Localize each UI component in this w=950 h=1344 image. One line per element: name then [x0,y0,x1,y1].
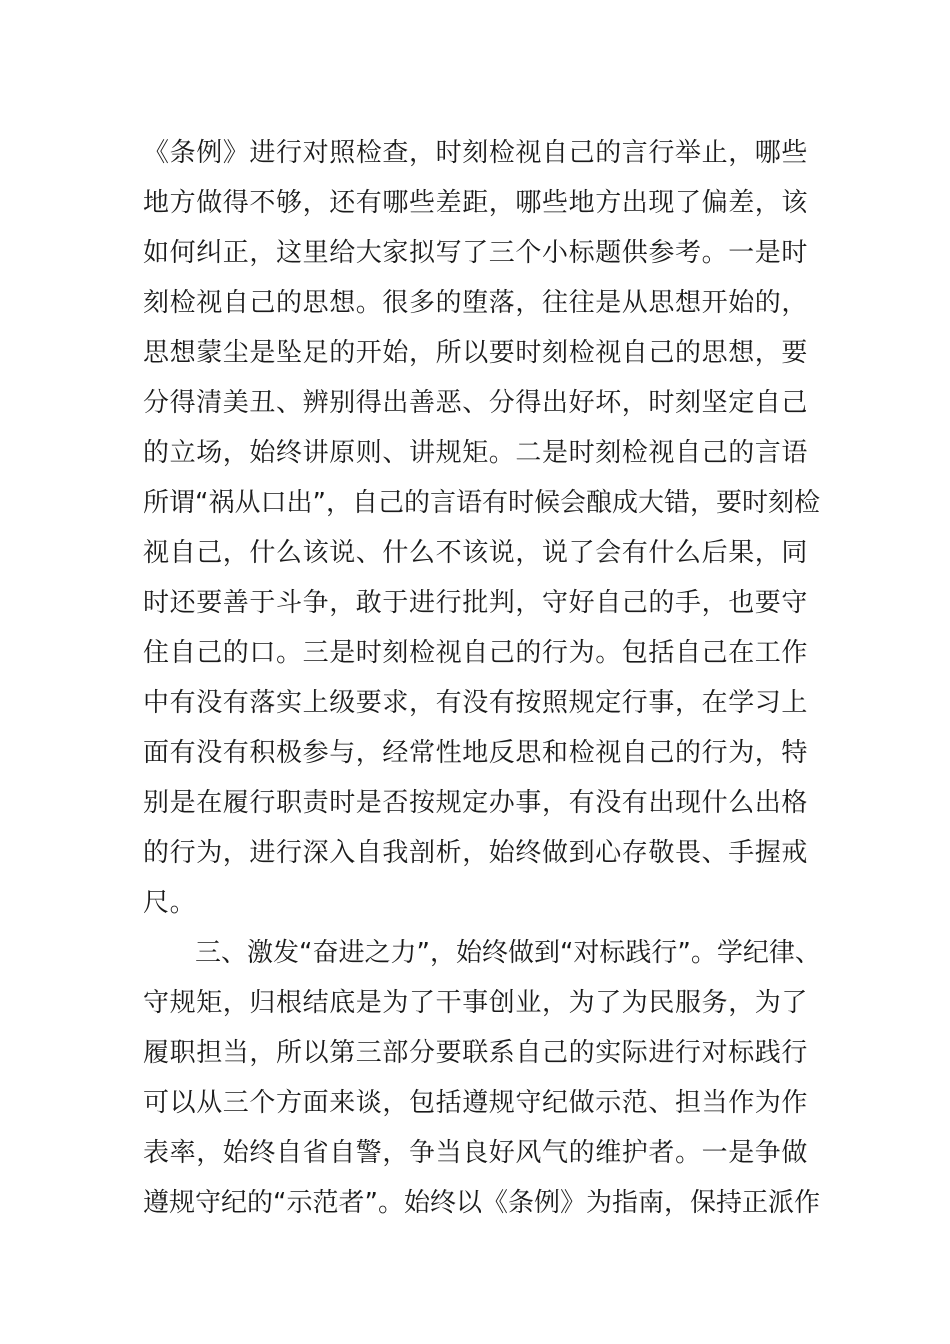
paragraph-1 [143,128,823,928]
text-line: 别是在履行职责时是否按规定办事，有没有出现什么出格 [143,788,809,818]
text-line: 守规矩，归根结底是为了干事创业，为了为民服务，为了 [143,988,809,1018]
text-line: 尺。 [143,888,197,918]
text-line: 面有没有积极参与，经常性地反思和检视自己的行为，特 [143,738,809,768]
body-text [143,128,823,1228]
paragraph-2 [143,928,823,1228]
text-line: 刻检视自己的思想。很多的堕落，往往是从思想开始的， [143,288,809,318]
text-line: 可以从三个方面来谈，包括遵规守纪做示范、担当作为作 [143,1088,809,1118]
text-line: 中有没有落实上级要求，有没有按照规定行事，在学习上 [143,688,809,718]
text-line: 的立场，始终讲原则、讲规矩。二是时刻检视自己的言语 [143,438,809,468]
text-line: 住自己的口。三是时刻检视自己的行为。包括自己在工作 [143,638,809,668]
text-line: 的行为，进行深入自我剖析，始终做到心存敬畏、手握戒 [143,838,809,868]
text-line: 《条例》进行对照检查，时刻检视自己的言行举止，哪些 [143,138,809,168]
text-line: 分得清美丑、辨别得出善恶、分得出好坏，时刻坚定自己 [143,388,809,418]
text-line: 表率，始终自省自警，争当良好风气的维护者。一是争做 [143,1138,809,1168]
text-line: 三、激发“奋进之力”，始终做到“对标践行”。学纪律、 [195,938,821,968]
text-line: 时还要善于斗争，敢于进行批判，守好自己的手，也要守 [143,588,809,618]
text-line: 视自己，什么该说、什么不该说，说了会有什么后果，同 [143,538,809,568]
text-line: 如何纠正，这里给大家拟写了三个小标题供参考。一是时 [143,238,809,268]
text-line: 地方做得不够，还有哪些差距，哪些地方出现了偏差，该 [143,188,809,218]
text-line: 所谓“祸从口出”，自己的言语有时候会酿成大错，要时刻检 [143,488,820,518]
text-line: 履职担当，所以第三部分要联系自己的实际进行对标践行 [143,1038,809,1068]
text-line: 思想蒙尘是坠足的开始，所以要时刻检视自己的思想，要 [143,338,809,368]
text-line: 遵规守纪的“示范者”。始终以《条例》为指南，保持正派作 [143,1188,820,1218]
